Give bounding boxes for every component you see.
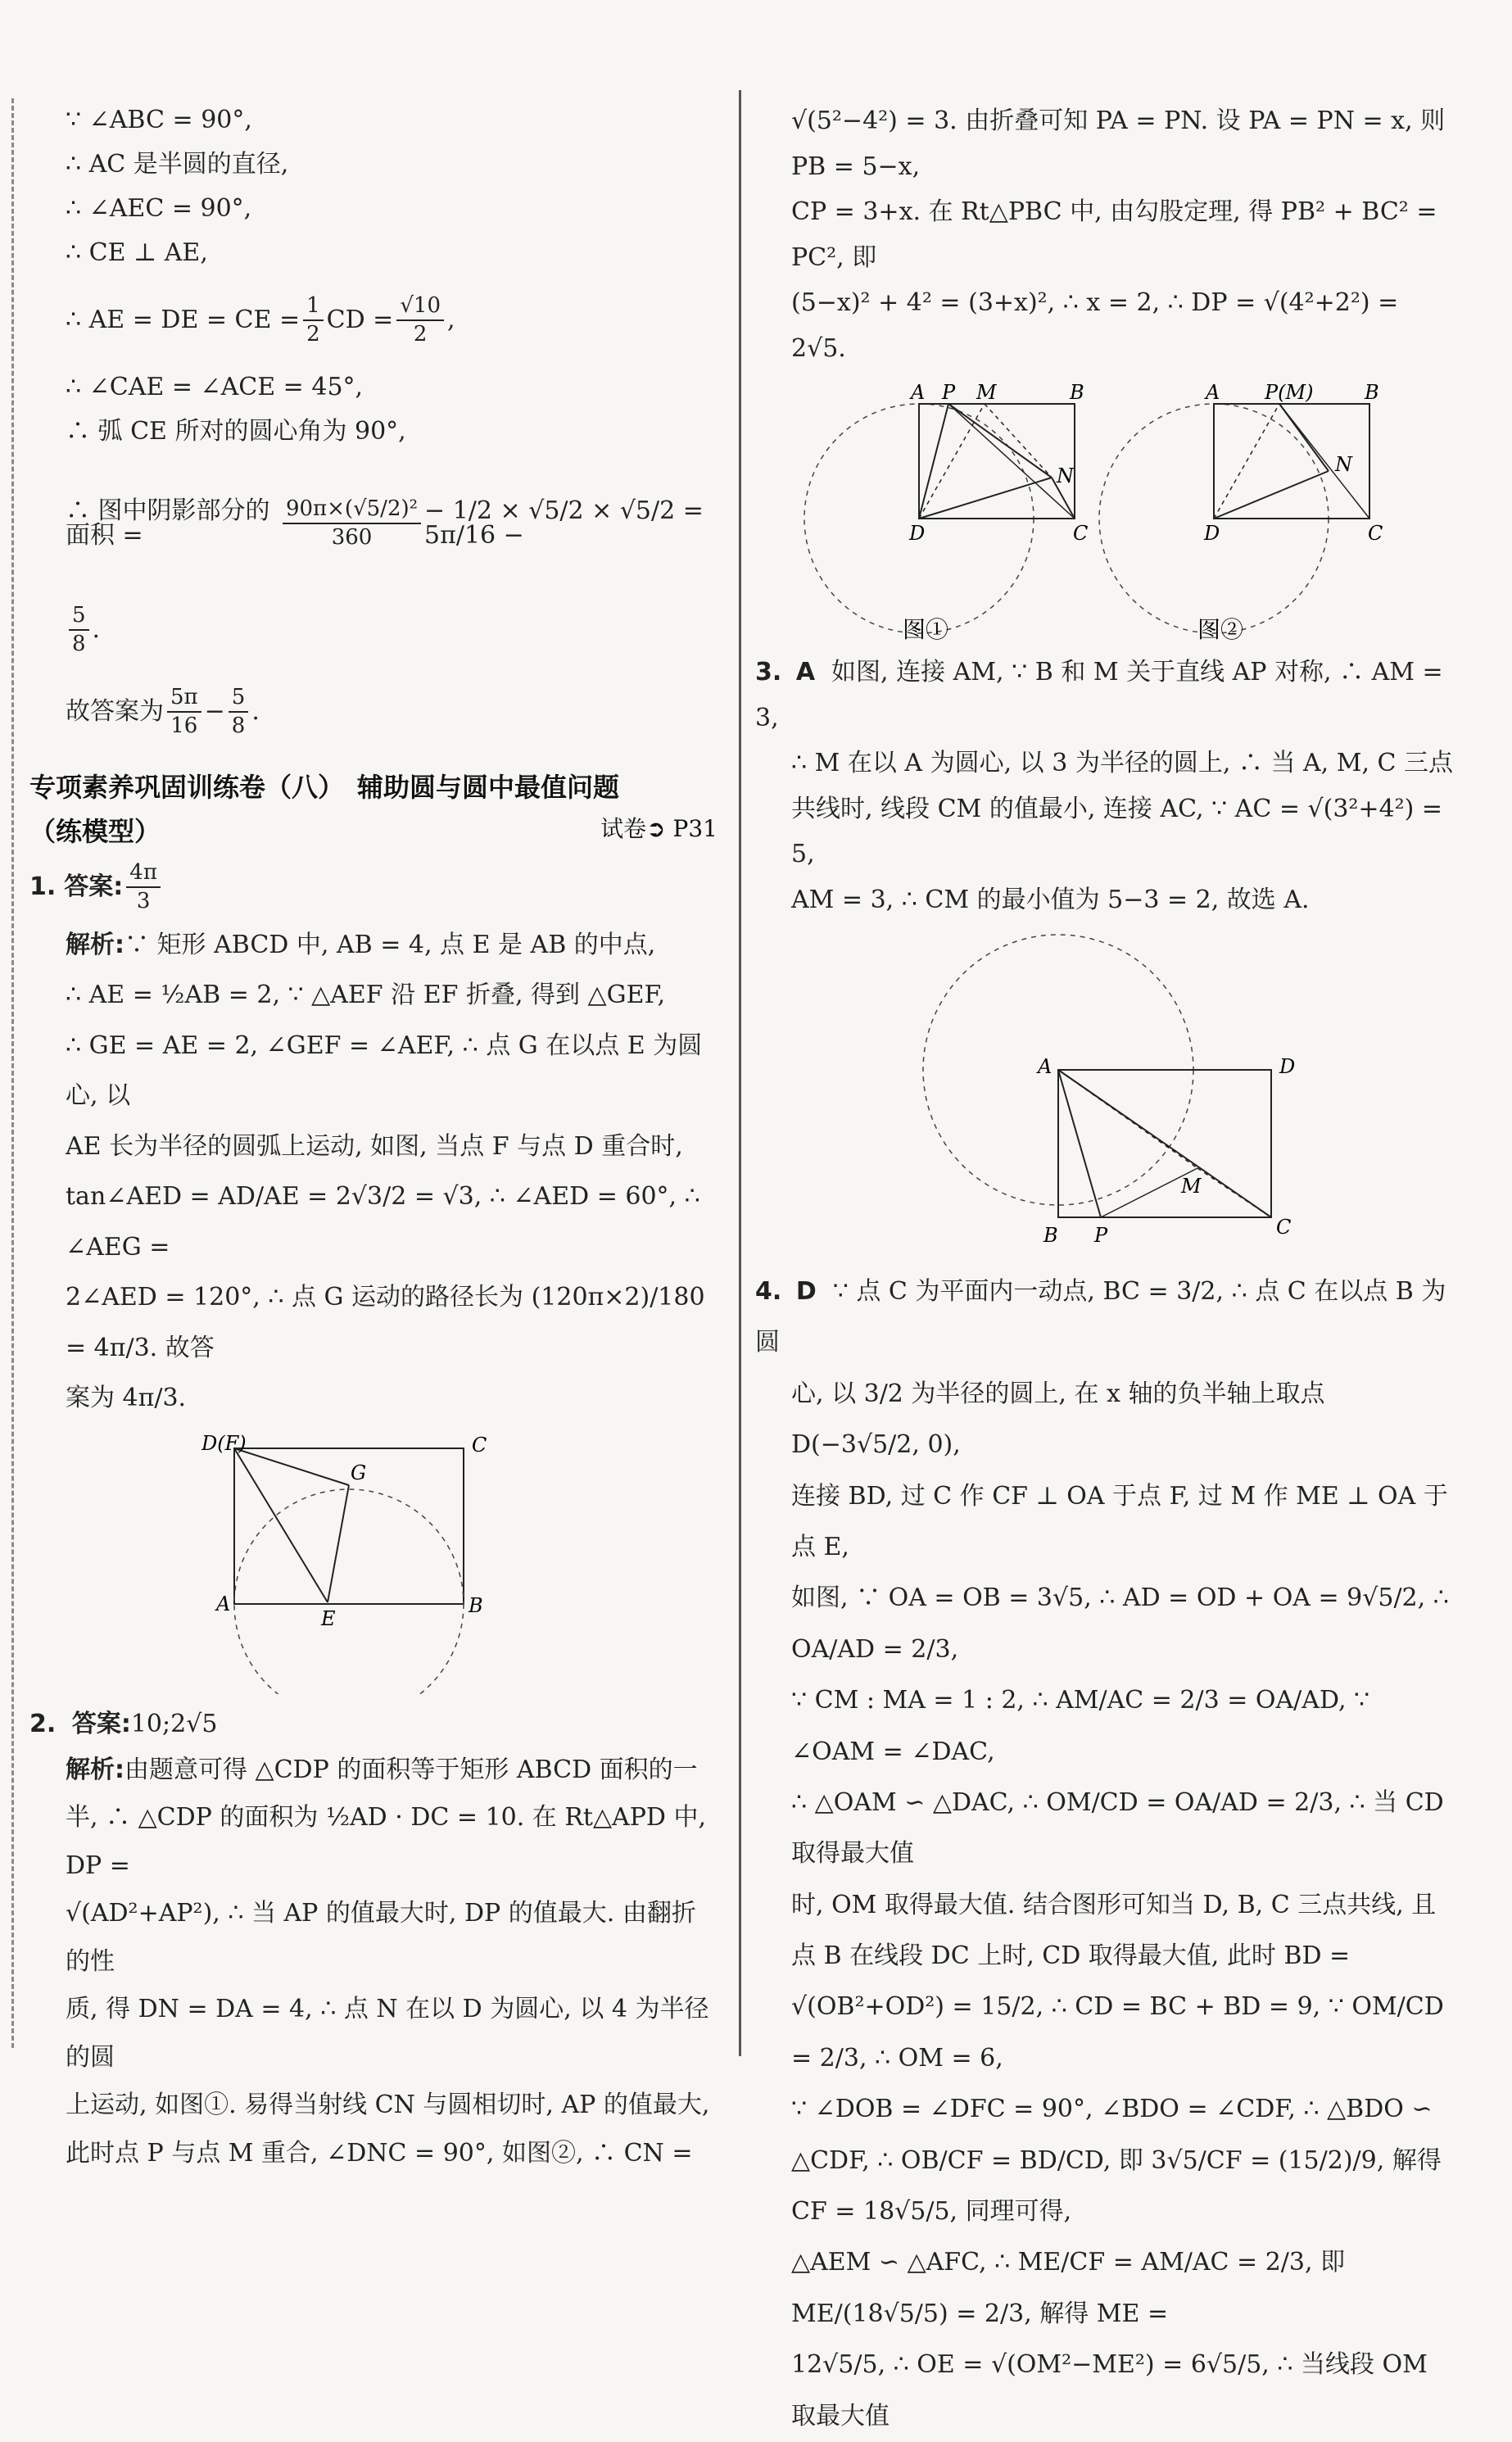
text-line: ∵ ∠ABC = 90°, (66, 106, 252, 134)
caption-figure-2: 图② (1197, 616, 1244, 641)
q2-analysis: 解析:由题意可得 △CDP 的面积等于矩形 ABCD 面积的一 (66, 1755, 698, 1784)
equation-five-eighths: $\frac{5}{8}$ . (29, 593, 718, 667)
eq-text: CD = (326, 306, 394, 334)
svg-text:M: M (976, 381, 997, 404)
text-line: 此时点 P 与点 M 重合, ∠DNC = 90°, 如图②, ∴ CN = (66, 2138, 693, 2168)
text-line: 连接 BD, 过 C 作 CF ⊥ OA 于点 F, 过 M 作 ME ⊥ OA 于点 E, (791, 1481, 1448, 1561)
svg-text:P: P (942, 381, 956, 404)
text-line: 12√5/5, ∴ OE = √(OM²−ME²) = 6√5/5, ∴ 当线段 OM 取最大值 (791, 2350, 1428, 2431)
q1-answer-row (29, 854, 718, 920)
svg-text:C: C (1073, 522, 1089, 545)
right-column (755, 98, 1460, 2442)
text-line: ∴ AC 是半圆的直径, (66, 150, 289, 179)
text-line: √(5²−4²) = 3. 由折叠可知 PA = PN. 设 PA = PN = x, 则 PB = 5−x, (791, 106, 1446, 181)
text-line: tan∠AED = AD/AE = 2√3/2 = √3, ∴ ∠AED = 60°, ∴ ∠AEG = (66, 1182, 700, 1262)
question-number: 2. (29, 1709, 57, 1738)
text-line: ∴ ∠CAE = ∠ACE = 45°, (66, 373, 364, 401)
text-line: ∴ 弧 CE 所对的圆心角为 90°, (66, 417, 406, 446)
text-line: ∴ ∠AEC = 90°, (66, 194, 252, 223)
text-line: 半, ∴ △CDP 的面积为 ½AD · DC = 10. 在 Rt△APD 中, DP = (66, 1803, 707, 1880)
fraction: $\frac{√10}{2}$ (396, 292, 444, 348)
svg-text:D: D (1204, 522, 1220, 545)
svg-text:A: A (1038, 1055, 1053, 1078)
text-line: 由题意可得 △CDP 的面积等于矩形 ABCD 面积的一 (124, 1755, 698, 1784)
text-line: AM = 3, ∴ CM 的最小值为 5−3 = 2, 故选 A. (791, 885, 1310, 914)
q2-answer-row (29, 1702, 718, 1747)
fraction: $\frac{5}{8}$ (69, 602, 89, 658)
section-subheading: （练模型） 试卷➲ P31 (29, 809, 718, 854)
q1-analysis: 解析:∵ 矩形 ABCD 中, AB = 4, 点 E 是 AB 的中点, (66, 930, 656, 959)
text-line: 点 B 在线段 DC 上时, CD 取得最大值, 此时 BD = (791, 1941, 1351, 1971)
label-A: A (216, 1592, 231, 1615)
fraction: $\frac{5\pi}{16}$ (167, 684, 201, 740)
svg-text:C: C (1276, 1216, 1292, 1239)
dashed-circle (234, 1489, 464, 1694)
text-line: 共线时, 线段 CM 的值最小, 连接 AC, ∵ AC = √(3²+4²) = 5, (791, 794, 1443, 868)
question-number: 1. (29, 872, 57, 901)
fraction: $\frac{\text{90π×(√5/2)²}}{360}$ (283, 496, 421, 551)
rectangle (234, 1448, 464, 1604)
svg-text:B: B (1070, 381, 1084, 404)
q3-first-line: 3. A 如图, 连接 AM, ∵ B 和 M 关于直线 AP 对称, ∴ AM = 3, (755, 658, 1443, 732)
text-line: ∵ CM : MA = 1 : 2, ∴ AM/AC = 2/3 = OA/AD, ∵ ∠OAM = ∠DAC, (791, 1686, 1370, 1766)
label-G: G (351, 1461, 367, 1484)
svg-text:B: B (1365, 381, 1379, 404)
text-line: 心, 以 3/2 为半径的圆上, 在 x 轴的负半轴上取点 D(−3√5/2, 0), (791, 1379, 1325, 1460)
text-line: 如图, ∵ OA = OB = 3√5, ∴ AD = OD + OA = 9√5/2, ∴ OA/AD = 2/3, (791, 1583, 1449, 1664)
svg-text:N: N (1057, 464, 1074, 487)
answer-label: 答案: (71, 1709, 131, 1738)
text-line: 案为 4π/3. (66, 1384, 187, 1413)
label-B: B (469, 1593, 483, 1617)
q4-first-line: 4. D ∵ 点 C 为平面内一动点, BC = 3/2, ∴ 点 C 在以点 B 为圆 (755, 1277, 1446, 1357)
equation-answer: 故答案为 $\frac{5\pi}{16}$ − $\frac{5}{8}$ . (29, 667, 718, 757)
text-line: 上运动, 如图①. 易得当射线 CN 与圆相切时, AP 的值最大, (66, 2091, 710, 2120)
answer-choice: A (795, 658, 816, 686)
text-line: ∴ M 在以 A 为圆心, 以 3 为半径的圆上, ∴ 当 A, M, C 三点 (791, 749, 1454, 777)
section-heading: 专项素养巩固训练卷（八） 辅助圆与圆中最值问题 (29, 772, 620, 803)
label-C: C (472, 1433, 487, 1457)
fraction: $\frac{5}{8}$ (229, 684, 249, 740)
text-line: (5−x)² + 4² = (3+x)², ∴ x = 2, ∴ DP = √(4²+2²) = 2√5. (791, 288, 1399, 363)
paper-reference: 试卷➲ P31 (600, 815, 718, 843)
eq-text: ∴ 图中阴影部分的面积 = (66, 496, 270, 550)
answer-label: 答案: (64, 872, 124, 901)
text-line: √(AD²+AP²), ∴ 当 AP 的值最大时, DP 的值最大. 由翻折的性 (66, 1899, 696, 1976)
fraction: $\frac{4\pi}{3}$ (126, 859, 161, 915)
text-line: △CDF, ∴ OB/CF = BD/CD, 即 3√5/CF = (15/2)/9, 解得 CF = 18√5/5, 同理可得, (791, 2145, 1442, 2227)
binding-dashed-line (11, 98, 14, 2048)
question-number: 3. (755, 658, 782, 686)
answer-choice: D (795, 1277, 817, 1306)
caption-figure-1: 图① (903, 616, 949, 641)
figure-q1 (201, 1432, 545, 1694)
fraction: $\frac{1}{2}$ (303, 292, 324, 348)
svg-text:D: D (909, 522, 926, 545)
text-line: 2∠AED = 120°, ∴ 点 G 运动的路径长为 (120π×2)/180 = 4π/3. 故答 (66, 1283, 705, 1362)
svg-text:C: C (1368, 522, 1383, 545)
figure-q2 (755, 379, 1460, 641)
figure-q3 (755, 931, 1460, 1258)
text-line: ∴ △OAM ∽ △DAC, ∴ OM/CD = OA/AD = 2/3, ∴ 当 CD 取得最大值 (791, 1787, 1444, 1869)
svg-text:P: P (1094, 1224, 1108, 1247)
left-column (29, 98, 718, 2177)
label-E: E (321, 1606, 336, 1630)
figure-q2-1 (804, 381, 1088, 633)
text-line: ∴ AE = ½AB = 2, ∵ △AEF 沿 EF 折叠, 得到 △GEF, (66, 981, 666, 1010)
text-line: ∴ CE ⊥ AE, (66, 238, 208, 267)
svg-text:B: B (1043, 1224, 1058, 1247)
eq-text: ∴ AE = DE = CE = (66, 306, 301, 334)
text-line: CP = 3+x. 在 Rt△PBC 中, 由勾股定理, 得 PB² + BC² = PC², 即 (791, 197, 1437, 272)
svg-text:P(M): P(M) (1265, 381, 1314, 404)
figure-q2-2 (1099, 381, 1383, 633)
text-line: ∴ GE = AE = 2, ∠GEF = ∠AEF, ∴ 点 G 在以点 E 为圆心, 以 (66, 1031, 703, 1111)
text-line: 质, 得 DN = DA = 4, ∴ 点 N 在以 D 为圆心, 以 4 为半径的圆 (66, 1995, 709, 2072)
question-number: 4. (755, 1277, 782, 1306)
text-line: ∵ ∠DOB = ∠DFC = 90°, ∠BDO = ∠CDF, ∴ △BDO ∽ (791, 2095, 1433, 2124)
answer-value: 10;2√5 (130, 1709, 218, 1738)
label-D: D(F) (201, 1431, 247, 1455)
column-divider (739, 90, 741, 2056)
svg-text:N: N (1335, 453, 1352, 476)
eq-text: 故答案为 (66, 697, 164, 726)
text-line: ∵ 矩形 ABCD 中, AB = 4, 点 E 是 AB 的中点, (124, 930, 656, 959)
text-line: √(OB²+OD²) = 15/2, ∴ CD = BC + BD = 9, ∵ OM/CD = 2/3, ∴ OM = 6, (791, 1992, 1444, 2073)
text-line: AE 长为半径的圆弧上运动, 如图, 当点 F 与点 D 重合时, (66, 1131, 683, 1161)
svg-text:D: D (1279, 1055, 1296, 1078)
text-line: △AEM ∽ △AFC, ∴ ME/CF = AM/AC = 2/3, 即 ME/(18√5/5) = 2/3, 解得 ME = (791, 2248, 1346, 2328)
svg-text:A: A (1206, 381, 1220, 404)
svg-text:A: A (911, 381, 926, 404)
text-line: 时, OM 取得最大值. 结合图形可知当 D, B, C 三点共线, 且 (791, 1890, 1437, 1919)
equation-ae: ∴ AE = DE = CE = $\frac{1}{2}$ CD = $\frac{√10}{2}$ , (29, 275, 718, 365)
eq-text: − 1/2 × √5/2 × √5/2 = 5π/16 − (424, 496, 704, 550)
svg-text:M: M (1181, 1175, 1202, 1198)
equation-area (29, 454, 718, 593)
